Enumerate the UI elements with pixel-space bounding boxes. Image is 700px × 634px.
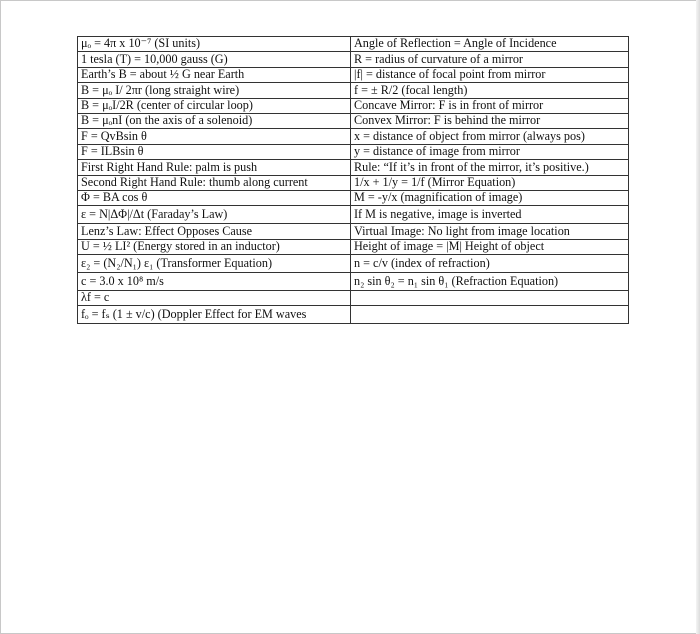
table-cell-left: B = μₒ I/ 2πr (long straight wire) xyxy=(78,83,351,98)
table-cell-right: Convex Mirror: F is behind the mirror xyxy=(351,113,629,128)
table-cell-left: fₒ = fₛ (1 ± v/c) (Doppler Effect for EM waves xyxy=(78,306,351,324)
scroll-edge xyxy=(696,0,700,634)
table-row xyxy=(78,175,629,190)
table-row xyxy=(78,67,629,82)
table-cell-left: First Right Hand Rule: palm is push xyxy=(78,160,351,175)
table-row xyxy=(78,190,629,205)
table-row xyxy=(78,160,629,175)
table-row xyxy=(78,113,629,128)
table-row xyxy=(78,273,629,291)
table-cell-left: μₒ = 4π x 10⁻⁷ (SI units) xyxy=(78,37,351,52)
table-row xyxy=(78,129,629,144)
table-cell-left: F = QvBsin θ xyxy=(78,129,351,144)
table-cell-right: y = distance of image from mirror xyxy=(351,144,629,159)
table-cell-left: Second Right Hand Rule: thumb along current xyxy=(78,175,351,190)
table-cell-right: n₂ sin θ₂ = n₁ sin θ₁ (Refraction Equation) xyxy=(351,273,629,291)
formula-table xyxy=(77,36,629,324)
table-row xyxy=(78,37,629,52)
table-cell-left: U = ½ LI² (Energy stored in an inductor) xyxy=(78,239,351,254)
table-cell-left: λf = c xyxy=(78,291,351,306)
table-row xyxy=(78,306,629,324)
table-row xyxy=(78,255,629,273)
table-cell-right: 1/x + 1/y = 1/f (Mirror Equation) xyxy=(351,175,629,190)
table-cell-right: |f| = distance of focal point from mirror xyxy=(351,67,629,82)
table-cell-right: n = c/v (index of refraction) xyxy=(351,255,629,273)
table-row xyxy=(78,224,629,239)
table-cell-right: R = radius of curvature of a mirror xyxy=(351,52,629,67)
table-cell-right: Virtual Image: No light from image location xyxy=(351,224,629,239)
table-cell-right: Rule: “If it’s in front of the mirror, it’s positive.) xyxy=(351,160,629,175)
table-row xyxy=(78,144,629,159)
table-row xyxy=(78,52,629,67)
table-cell-right: Concave Mirror: F is in front of mirror xyxy=(351,98,629,113)
table-cell-left: B = μₒnI (on the axis of a solenoid) xyxy=(78,113,351,128)
table-cell-left: Φ = BA cos θ xyxy=(78,190,351,205)
table-row xyxy=(78,98,629,113)
table-row xyxy=(78,239,629,254)
table-cell-right xyxy=(351,306,629,324)
table-cell-left: F = ILBsin θ xyxy=(78,144,351,159)
table-cell-left: c = 3.0 x 10⁸ m/s xyxy=(78,273,351,291)
table-cell-right: M = -y/x (magnification of image) xyxy=(351,190,629,205)
table-cell-right: Height of image = |M| Height of object xyxy=(351,239,629,254)
table-cell-right: If M is negative, image is inverted xyxy=(351,206,629,224)
table-row xyxy=(78,83,629,98)
table-cell-left: Lenz’s Law: Effect Opposes Cause xyxy=(78,224,351,239)
table-cell-left: Earth’s B = about ½ G near Earth xyxy=(78,67,351,82)
table-cell-left: B = μₒI/2R (center of circular loop) xyxy=(78,98,351,113)
table-cell-left: ε = N|ΔΦ|/Δt (Faraday’s Law) xyxy=(78,206,351,224)
table-cell-right: Angle of Reflection = Angle of Incidence xyxy=(351,37,629,52)
table-cell-right xyxy=(351,291,629,306)
table-cell-right: f = ± R/2 (focal length) xyxy=(351,83,629,98)
table-cell-left: ε₂ = (N₂/N₁) ε₁ (Transformer Equation) xyxy=(78,255,351,273)
table-cell-left: 1 tesla (T) = 10,000 gauss (G) xyxy=(78,52,351,67)
table-row xyxy=(78,206,629,224)
table-row xyxy=(78,291,629,306)
table-cell-right: x = distance of object from mirror (always pos) xyxy=(351,129,629,144)
